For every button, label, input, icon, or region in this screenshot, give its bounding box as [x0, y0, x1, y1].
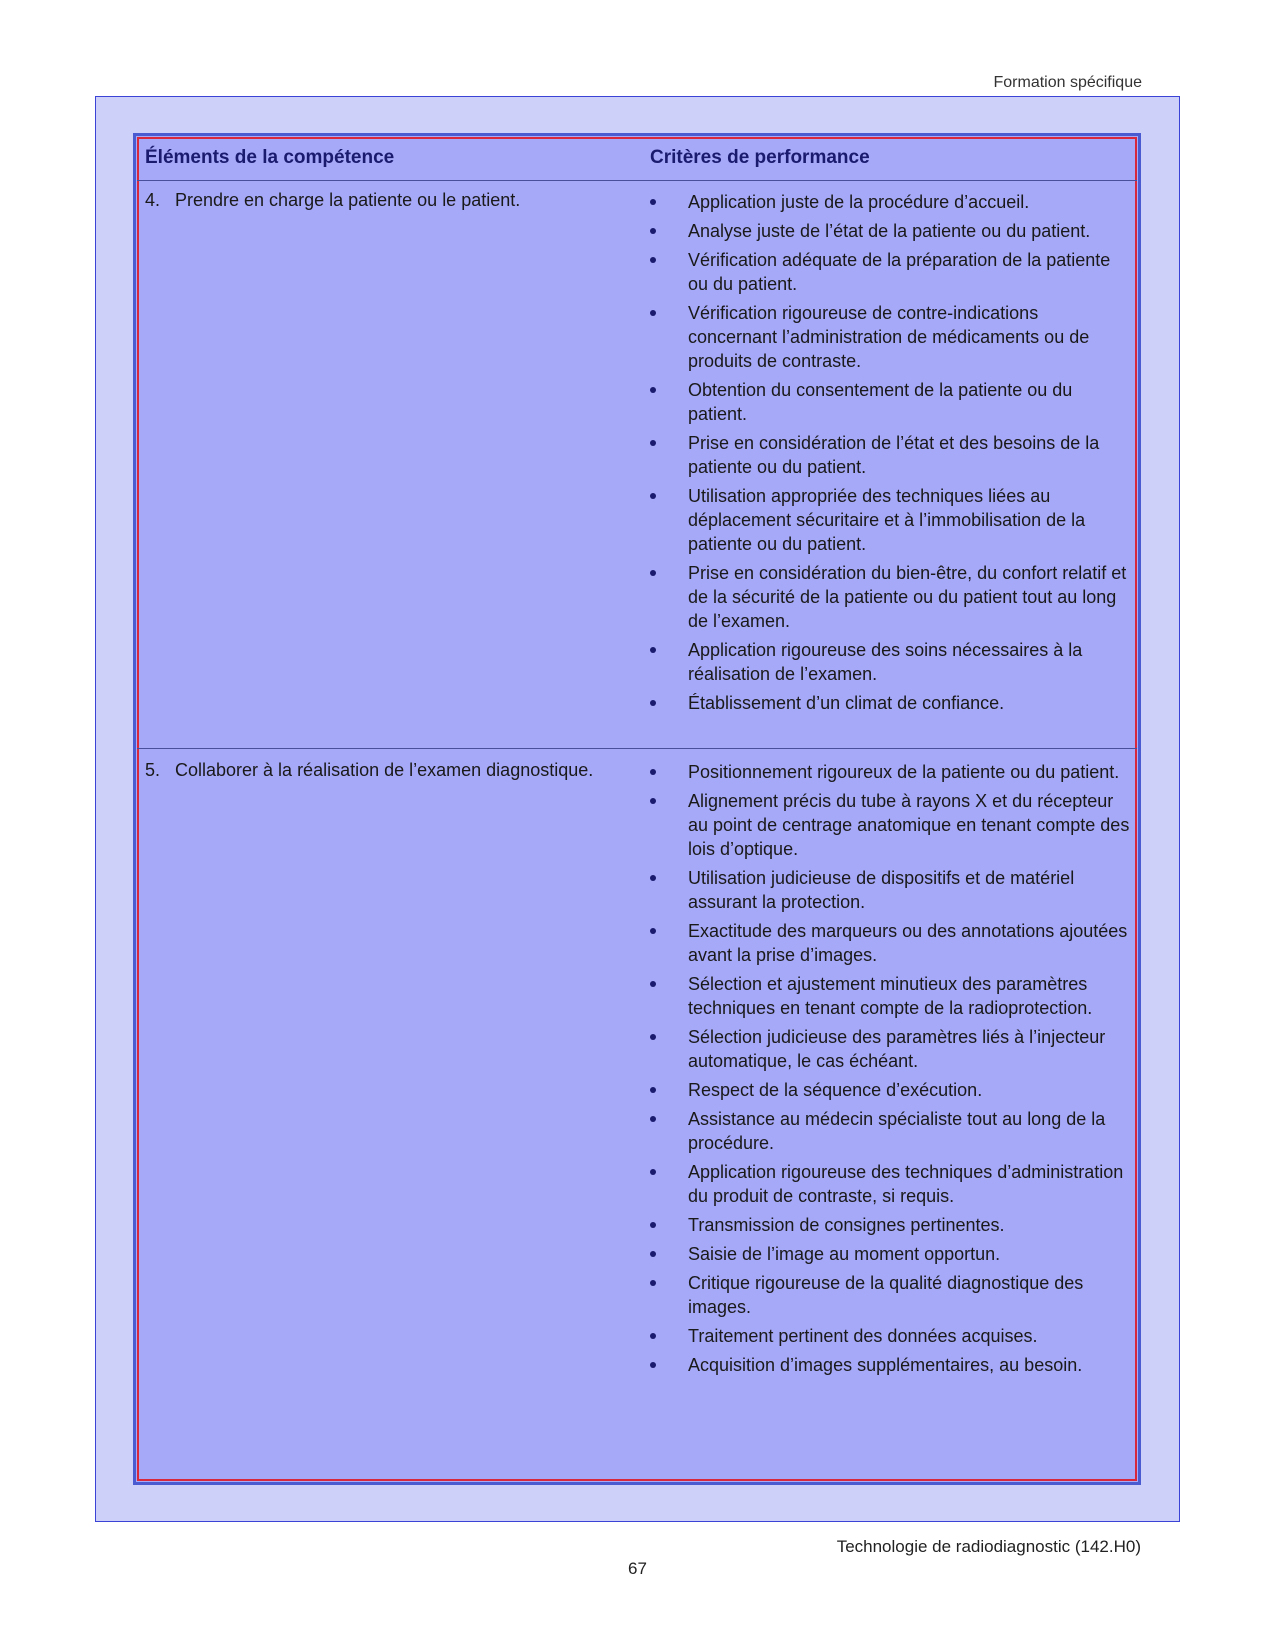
criterion-text: Prise en considération du bien-être, du confort relatif et de la sécurité de la patiente ou du patient tout au long de l’examen.: [688, 563, 1127, 631]
criterion-text: Utilisation appropriée des techniques liées au déplacement sécuritaire et à l’immobilisation de la patiente ou du patient.: [688, 486, 1086, 554]
criteria-list: [650, 760, 1130, 1382]
bullet-icon: [650, 1169, 656, 1175]
criterion-text: Application juste de la procédure d’accueil.: [688, 192, 1030, 212]
bullet-icon: [650, 769, 656, 775]
criterion-item: [650, 789, 1130, 861]
bullet-icon: [650, 257, 656, 263]
column-header-elements: Éléments de la compétence: [145, 147, 395, 168]
criteria-list: [650, 190, 1130, 720]
bullet-icon: [650, 387, 656, 393]
criterion-text: Établissement d’un climat de confiance.: [688, 693, 1005, 713]
running-header: Formation spécifique: [993, 74, 1142, 91]
criterion-text: Sélection et ajustement minutieux des paramètres techniques en tenant compte de la radioprotection.: [688, 974, 1093, 1018]
criterion-item: [650, 1242, 1130, 1266]
criterion-item: [650, 484, 1130, 556]
criterion-text: Exactitude des marqueurs ou des annotations ajoutées avant la prise d’images.: [688, 921, 1128, 965]
bullet-icon: [650, 700, 656, 706]
criterion-text: Assistance au médecin spécialiste tout au long de la procédure.: [688, 1109, 1106, 1153]
row-divider: [137, 748, 1137, 749]
bullet-icon: [650, 928, 656, 934]
criterion-text: Transmission de consignes pertinentes.: [688, 1215, 1005, 1235]
criterion-item: [650, 1324, 1130, 1348]
bullet-icon: [650, 1222, 656, 1228]
criterion-item: [650, 760, 1130, 784]
criterion-text: Critique rigoureuse de la qualité diagnostique des images.: [688, 1273, 1084, 1317]
criterion-item: [650, 378, 1130, 426]
bullet-icon: [650, 228, 656, 234]
criterion-item: [650, 1271, 1130, 1319]
element-text: Collaborer à la réalisation de l’examen diagnostique.: [175, 760, 594, 780]
bullet-icon: [650, 1116, 656, 1122]
criterion-text: Prise en considération de l’état et des besoins de la patiente ou du patient.: [688, 433, 1100, 477]
criterion-item: [650, 1213, 1130, 1237]
criterion-text: Application rigoureuse des techniques d’administration du produit de contraste, si requis.: [688, 1162, 1124, 1206]
criterion-item: [650, 691, 1130, 715]
bullet-icon: [650, 647, 656, 653]
bullet-icon: [650, 798, 656, 804]
criterion-text: Acquisition d’images supplémentaires, au besoin.: [688, 1355, 1083, 1375]
criterion-text: Alignement précis du tube à rayons X et du récepteur au point de centrage anatomique en tenant compte des lois d’optique.: [688, 791, 1130, 859]
bullet-icon: [650, 875, 656, 881]
criterion-item: [650, 190, 1130, 214]
bullet-icon: [650, 570, 656, 576]
criterion-text: Respect de la séquence d’exécution.: [688, 1080, 983, 1100]
criterion-text: Obtention du consentement de la patiente ou du patient.: [688, 380, 1073, 424]
criterion-text: Sélection judicieuse des paramètres liés à l’injecteur automatique, le cas échéant.: [688, 1027, 1106, 1071]
element-item: [145, 758, 645, 782]
bullet-icon: [650, 1034, 656, 1040]
page-number: 67: [628, 1559, 647, 1578]
bullet-icon: [650, 1362, 656, 1368]
criterion-item: [650, 638, 1130, 686]
criterion-text: Positionnement rigoureux de la patiente ou du patient.: [688, 762, 1120, 782]
criterion-item: [650, 919, 1130, 967]
criterion-item: [650, 431, 1130, 479]
bullet-icon: [650, 1280, 656, 1286]
bullet-icon: [650, 440, 656, 446]
criterion-item: [650, 1353, 1130, 1377]
criterion-item: [650, 972, 1130, 1020]
element-number: 5.: [145, 760, 161, 780]
criterion-text: Traitement pertinent des données acquises.: [688, 1326, 1038, 1346]
criterion-item: [650, 1078, 1130, 1102]
criterion-text: Analyse juste de l’état de la patiente ou du patient.: [688, 221, 1091, 241]
bullet-icon: [650, 493, 656, 499]
element-number: 4.: [145, 190, 161, 210]
bullet-icon: [650, 1251, 656, 1257]
criterion-text: Application rigoureuse des soins nécessaires à la réalisation de l’examen.: [688, 640, 1083, 684]
bullet-icon: [650, 310, 656, 316]
criterion-text: Saisie de l’image au moment opportun.: [688, 1244, 1001, 1264]
criterion-item: [650, 1025, 1130, 1073]
criterion-item: [650, 1107, 1130, 1155]
bullet-icon: [650, 1087, 656, 1093]
criterion-item: [650, 866, 1130, 914]
criterion-text: Utilisation judicieuse de dispositifs et de matériel assurant la protection.: [688, 868, 1075, 912]
element-item: [145, 188, 645, 212]
column-header-criteria: Critères de performance: [650, 147, 870, 168]
footer-program-title: Technologie de radiodiagnostic (142.H0): [836, 1537, 1141, 1556]
criterion-item: [650, 248, 1130, 296]
criterion-item: [650, 301, 1130, 373]
criterion-item: [650, 1160, 1130, 1208]
bullet-icon: [650, 199, 656, 205]
bullet-icon: [650, 1333, 656, 1339]
criterion-item: [650, 561, 1130, 633]
criterion-text: Vérification adéquate de la préparation de la patiente ou du patient.: [688, 250, 1111, 294]
header-divider: [137, 180, 1137, 181]
criterion-text: Vérification rigoureuse de contre-indications concernant l’administration de médicaments ou de produits de contraste.: [688, 303, 1090, 371]
bullet-icon: [650, 981, 656, 987]
element-text: Prendre en charge la patiente ou le patient.: [175, 190, 521, 210]
criterion-item: [650, 219, 1130, 243]
